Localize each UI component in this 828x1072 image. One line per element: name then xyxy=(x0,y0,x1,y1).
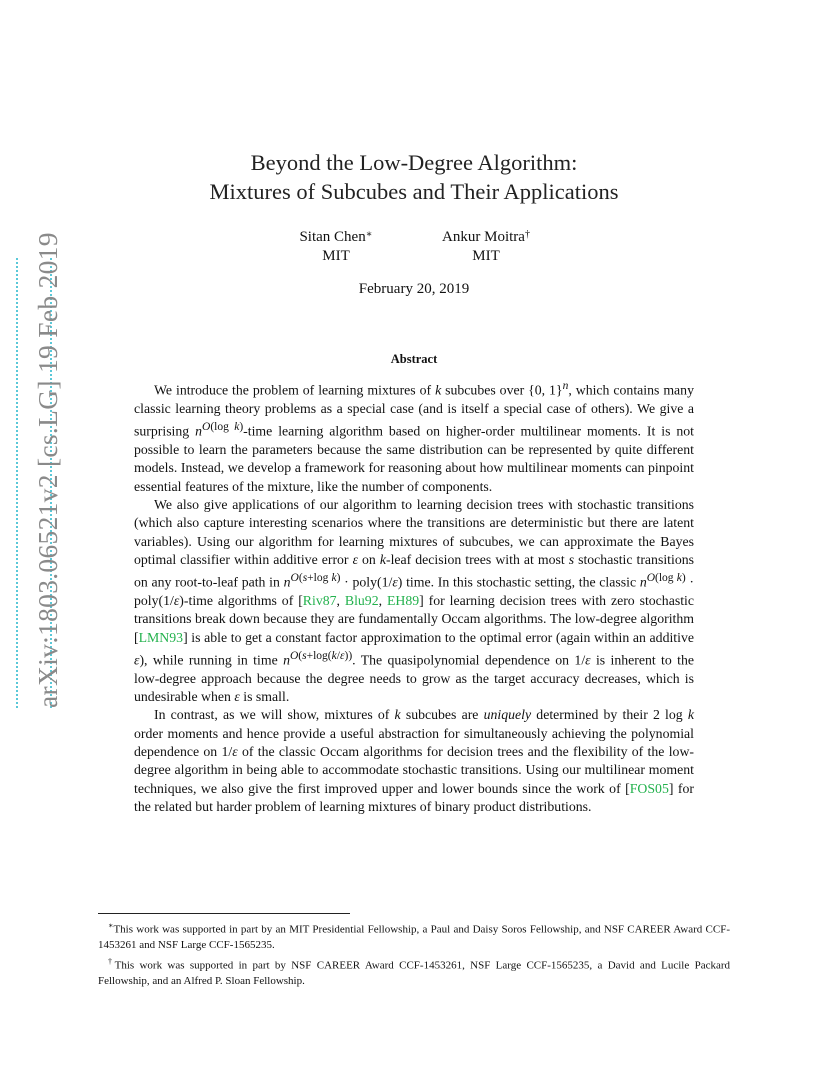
author-2 xyxy=(426,228,546,266)
footnote-rule xyxy=(98,913,350,914)
abstract-paragraph-2: We also give applications of our algorithm to learning decision trees with stochastic transitions (which also capture interesting scenarios where the transitions are deterministic but there are latent variables). Using our algorithm for learning mixtures of subcubes, we can approximate the Bayes optimal classifier within additive error ε on k-leaf decision trees with at most s stochastic transitions on any root-to-leaf path in $n^{O(s+log k)}$ · poly(1/ε) time. In this stochastic setting, the classic $n^{O(log k)}$ · poly(1/ε)-time algorithms of [Riv87, Blu92, EH89] for learning decision trees with zero stochastic transitions break down because they are fundamentally Occam algorithms. The low-degree algorithm [LMN93] is able to get a constant factor approximation to the optimal error (again within an additive ε), while running in time $n^{O(s+log(k/\varepsilon))}$. The quasipolynomial dependence on 1/ε is inherent to the low-degree approach because the degree needs to grow as the target accuracy decreases, which is undesirable when ε is small. xyxy=(134,496,694,705)
author-1-mark: ∗ xyxy=(365,229,373,240)
citation-link[interactable]: EH89 xyxy=(386,593,420,609)
abstract-paragraph-1: We introduce the problem of learning mixtures of k subcubes over {0, 1}$^n$, which contains many classic learning theory problems as a special case (and is itself a special case of others). We give a surprising $n^{O(log k)}$-time learning algorithm based on higher-order multilinear moments. It is not possible to learn the parameters because the same distribution can be represented by quite different models. Instead, we develop a framework for reasoning about how multilinear moments can pinpoint essential features of the mixture, like the number of components. xyxy=(134,380,694,494)
footnote-1-text: This work was supported in part by an MIT Presidential Fellowship, a Paul and Daisy Soros Fellowship, and NSF CAREER Award CCF-1453261 and NSF Large CCF-1565235. xyxy=(98,923,730,952)
author-block xyxy=(0,228,828,268)
abstract-body xyxy=(134,377,694,816)
citation-link[interactable]: LMN93 xyxy=(138,629,184,645)
footnote-1-mark: ∗ xyxy=(108,921,114,930)
author-2-affiliation: MIT xyxy=(472,248,500,264)
citation-link[interactable]: Riv87 xyxy=(302,593,337,609)
footnote-2 xyxy=(98,954,730,990)
abstract-heading: Abstract xyxy=(390,352,438,366)
title-line-2: Mixtures of Subcubes and Their Applications xyxy=(209,179,619,204)
abstract-paragraph-3: In contrast, as we will show, mixtures of k subcubes are uniquely determined by their 2 log k order moments and hence provide a useful abstraction for simultaneously achieving the polynomial dependence on 1/ε of the classic Occam algorithms for decision trees and the flexibility of the low-degree algorithm in being able to accommodate stochastic transitions. Using our multilinear moment techniques, we also give the first improved upper and lower bounds since the work of [FOS05] for the related but harder problem of learning mixtures of binary product distributions. xyxy=(134,707,694,814)
arxiv-stamp xyxy=(20,232,63,708)
author-1-name: Sitan Chen xyxy=(299,229,366,245)
arxiv-stamp-text: arXiv:1803.06521v2 [cs.LG] 19 Feb 2019 xyxy=(32,232,63,708)
author-1 xyxy=(276,228,396,266)
author-2-mark: † xyxy=(524,229,530,240)
citation-link[interactable]: Blu92 xyxy=(344,593,379,609)
citation-link[interactable]: FOS05 xyxy=(629,780,669,796)
author-1-affiliation: MIT xyxy=(322,248,350,264)
paper-title xyxy=(100,148,728,206)
footnote-1 xyxy=(98,918,730,954)
footnote-2-text: This work was supported in part by NSF CAREER Award CCF-1453261, NSF Large CCF-1565235, a David and Lucile Packard Fellowship, and an Alfred P. Sloan Fellowship. xyxy=(98,959,731,987)
paper-date: February 20, 2019 xyxy=(358,281,470,297)
footnote-2-mark: † xyxy=(108,956,115,966)
footnotes xyxy=(98,918,730,989)
title-line-1: Beyond the Low-Degree Algorithm: xyxy=(250,150,578,175)
author-2-name: Ankur Moitra xyxy=(442,229,525,245)
